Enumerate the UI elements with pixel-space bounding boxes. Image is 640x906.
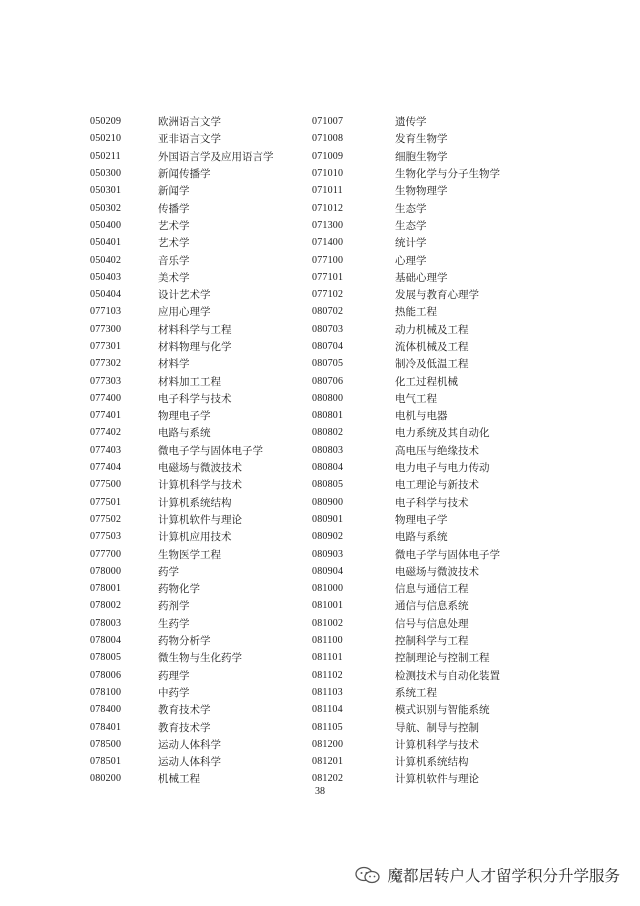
discipline-code: 081100 xyxy=(312,635,343,647)
discipline-name: 电气工程 xyxy=(395,392,437,405)
discipline-code: 077404 xyxy=(90,462,122,474)
discipline-code: 077302 xyxy=(90,358,122,370)
table-row xyxy=(90,251,274,268)
discipline-code: 080802 xyxy=(312,427,344,439)
discipline-name: 传播学 xyxy=(158,202,190,215)
discipline-name: 系统工程 xyxy=(395,686,437,699)
discipline-name: 运动人体科学 xyxy=(158,738,221,751)
discipline-name: 细胞生物学 xyxy=(395,150,448,163)
discipline-name: 生态学 xyxy=(395,202,427,215)
discipline-name: 欧洲语言文学 xyxy=(158,116,221,129)
watermark xyxy=(355,864,620,886)
discipline-code: 050404 xyxy=(90,289,122,301)
table-row xyxy=(90,234,274,251)
discipline-name: 模式识别与智能系统 xyxy=(395,704,490,717)
table-row xyxy=(90,113,274,130)
table-row xyxy=(90,390,274,407)
table-row xyxy=(90,701,274,718)
discipline-code: 077301 xyxy=(90,341,122,352)
table-row xyxy=(312,649,500,666)
table-row xyxy=(312,251,500,268)
table-row xyxy=(90,476,274,493)
discipline-code: 077102 xyxy=(312,289,344,301)
table-row xyxy=(312,355,500,372)
table-row xyxy=(90,424,274,441)
discipline-name: 发展与教育心理学 xyxy=(395,289,479,302)
discipline-name: 计算机系统结构 xyxy=(395,756,469,769)
discipline-name: 电磁场与微波技术 xyxy=(395,565,479,578)
discipline-code: 081102 xyxy=(312,669,343,681)
table-row xyxy=(90,667,274,684)
discipline-code: 078005 xyxy=(90,652,122,664)
discipline-code: 071011 xyxy=(312,185,343,197)
table-row xyxy=(90,718,274,735)
table-row xyxy=(312,199,500,216)
discipline-code: 077303 xyxy=(90,375,122,387)
table-row xyxy=(312,476,500,493)
discipline-code: 071300 xyxy=(312,219,344,231)
discipline-code: 080902 xyxy=(312,531,344,543)
discipline-name: 电路与系统 xyxy=(395,531,448,544)
discipline-name: 材料物理与化学 xyxy=(158,341,232,353)
table-row xyxy=(312,528,500,545)
discipline-code: 071010 xyxy=(312,168,344,180)
discipline-code: 080903 xyxy=(312,548,344,560)
table-row xyxy=(312,511,500,528)
discipline-name: 检测技术与自动化装置 xyxy=(395,669,500,682)
table-row xyxy=(312,545,500,562)
discipline-name: 机械工程 xyxy=(158,773,200,786)
discipline-name: 材料加工工程 xyxy=(158,375,221,388)
table-row xyxy=(90,597,274,614)
table-row xyxy=(312,597,500,614)
discipline-name: 高电压与绝缘技术 xyxy=(395,444,479,457)
table-row xyxy=(312,580,500,597)
discipline-code: 071007 xyxy=(312,116,344,128)
discipline-name: 中药学 xyxy=(158,686,190,699)
discipline-code: 078006 xyxy=(90,669,122,681)
table-row xyxy=(312,130,500,147)
discipline-code: 077501 xyxy=(90,496,122,508)
discipline-code: 071009 xyxy=(312,150,344,162)
table-row xyxy=(312,563,500,580)
table-row xyxy=(312,372,500,389)
discipline-name: 电子科学与技术 xyxy=(158,392,232,405)
discipline-name: 材料学 xyxy=(158,358,190,371)
discipline-code: 050211 xyxy=(90,150,121,162)
discipline-name: 音乐学 xyxy=(158,254,190,267)
table-row xyxy=(312,269,500,286)
discipline-code: 081103 xyxy=(312,686,343,698)
discipline-name: 电力电子与电力传动 xyxy=(395,462,490,475)
discipline-code: 078500 xyxy=(90,738,122,750)
table-row xyxy=(312,632,500,649)
discipline-code: 081001 xyxy=(312,600,344,612)
table-row xyxy=(90,494,274,511)
table-row xyxy=(90,321,274,338)
table-row xyxy=(312,303,500,320)
table-row xyxy=(312,494,500,511)
discipline-code: 078401 xyxy=(90,721,122,733)
discipline-code: 080803 xyxy=(312,444,344,456)
discipline-code: 081104 xyxy=(312,704,343,716)
discipline-name: 物理电子学 xyxy=(395,513,448,526)
discipline-code: 081002 xyxy=(312,617,344,629)
table-row xyxy=(90,199,274,216)
discipline-code: 077503 xyxy=(90,531,122,543)
discipline-code: 050400 xyxy=(90,219,122,231)
wechat-icon xyxy=(355,866,381,884)
discipline-code: 077101 xyxy=(312,271,344,283)
discipline-name: 药理学 xyxy=(158,669,190,682)
discipline-code: 077700 xyxy=(90,548,122,560)
discipline-name: 心理学 xyxy=(395,254,427,267)
table-row xyxy=(312,736,500,753)
discipline-code: 080804 xyxy=(312,462,344,474)
table-row xyxy=(90,615,274,632)
table-row xyxy=(90,632,274,649)
table-row xyxy=(312,718,500,735)
discipline-code: 080805 xyxy=(312,479,344,491)
discipline-code: 080704 xyxy=(312,341,344,352)
table-row xyxy=(312,442,500,459)
table-row xyxy=(90,338,274,355)
discipline-name: 计算机软件与理论 xyxy=(158,513,242,526)
table-row xyxy=(90,407,274,424)
table-row xyxy=(312,148,500,165)
discipline-code: 050402 xyxy=(90,254,122,266)
discipline-code: 050209 xyxy=(90,116,122,128)
discipline-code: 077502 xyxy=(90,513,122,525)
discipline-name: 电力系统及其自动化 xyxy=(395,427,490,440)
table-row xyxy=(312,667,500,684)
discipline-name: 生药学 xyxy=(158,617,190,630)
discipline-code: 081105 xyxy=(312,721,343,733)
discipline-code: 080800 xyxy=(312,392,344,404)
discipline-code: 078003 xyxy=(90,617,122,629)
discipline-name: 计算机应用技术 xyxy=(158,531,232,544)
discipline-name: 流体机械及工程 xyxy=(395,341,469,353)
table-row xyxy=(312,424,500,441)
table-row xyxy=(90,770,274,787)
right-column xyxy=(312,113,500,788)
discipline-code: 081200 xyxy=(312,738,344,750)
table-row xyxy=(90,736,274,753)
table-row xyxy=(312,770,500,787)
table-row xyxy=(90,165,274,182)
discipline-name: 计算机科学与技术 xyxy=(395,738,479,751)
discipline-name: 应用心理学 xyxy=(158,306,211,319)
discipline-code: 081201 xyxy=(312,756,344,768)
discipline-code: 071400 xyxy=(312,237,344,249)
discipline-code: 050302 xyxy=(90,202,122,214)
discipline-code: 050401 xyxy=(90,237,122,249)
table-row xyxy=(312,338,500,355)
discipline-code: 077403 xyxy=(90,444,122,456)
table-row xyxy=(90,355,274,372)
discipline-code: 078000 xyxy=(90,565,122,577)
discipline-code: 080703 xyxy=(312,323,344,335)
discipline-code: 078001 xyxy=(90,583,122,595)
discipline-code: 080706 xyxy=(312,375,344,387)
discipline-name: 动力机械及工程 xyxy=(395,323,469,336)
discipline-code: 078004 xyxy=(90,635,122,647)
discipline-code: 080900 xyxy=(312,496,344,508)
discipline-name: 药剂学 xyxy=(158,600,190,613)
table-row xyxy=(90,545,274,562)
table-row xyxy=(90,269,274,286)
table-row xyxy=(312,684,500,701)
discipline-name: 生物化学与分子生物学 xyxy=(395,168,500,181)
discipline-name: 设计艺术学 xyxy=(158,289,211,302)
left-column xyxy=(90,113,274,788)
discipline-name: 药物分析学 xyxy=(158,635,211,648)
discipline-code: 071012 xyxy=(312,202,344,214)
table-row xyxy=(90,217,274,234)
page-number: 38 xyxy=(315,786,325,797)
discipline-code: 080901 xyxy=(312,513,344,525)
discipline-code: 077500 xyxy=(90,479,122,491)
discipline-name: 通信与信息系统 xyxy=(395,600,469,613)
table-row xyxy=(90,459,274,476)
discipline-name: 教育技术学 xyxy=(158,704,211,717)
discipline-name: 热能工程 xyxy=(395,306,437,319)
discipline-code: 050210 xyxy=(90,133,122,145)
discipline-name: 基础心理学 xyxy=(395,271,448,284)
table-row xyxy=(312,753,500,770)
table-row xyxy=(312,701,500,718)
discipline-name: 亚非语言文学 xyxy=(158,133,221,146)
discipline-code: 078002 xyxy=(90,600,122,612)
discipline-name: 生物医学工程 xyxy=(158,548,221,561)
discipline-code: 050403 xyxy=(90,271,122,283)
discipline-name: 导航、制导与控制 xyxy=(395,721,479,734)
discipline-name: 生态学 xyxy=(395,219,427,232)
table-row xyxy=(90,182,274,199)
table-row xyxy=(90,528,274,545)
table-row xyxy=(90,753,274,770)
table-row xyxy=(90,442,274,459)
table-row xyxy=(90,684,274,701)
table-row xyxy=(90,130,274,147)
discipline-name: 药学 xyxy=(158,565,179,578)
discipline-name: 微生物与生化药学 xyxy=(158,652,242,665)
discipline-code: 081101 xyxy=(312,652,343,664)
discipline-name: 统计学 xyxy=(395,237,427,250)
discipline-code: 077103 xyxy=(90,306,122,318)
table-row xyxy=(90,303,274,320)
table-row xyxy=(312,234,500,251)
discipline-name: 新闻学 xyxy=(158,185,190,198)
discipline-code: 077402 xyxy=(90,427,122,439)
discipline-name: 物理电子学 xyxy=(158,410,211,423)
watermark-text: 魔都居转户人才留学积分升学服务 xyxy=(387,867,620,885)
table-row xyxy=(312,113,500,130)
discipline-code: 080200 xyxy=(90,773,122,785)
table-row xyxy=(312,407,500,424)
table-row xyxy=(90,649,274,666)
discipline-name: 新闻传播学 xyxy=(158,168,211,181)
discipline-code: 050300 xyxy=(90,168,122,180)
discipline-name: 教育技术学 xyxy=(158,721,211,734)
discipline-name: 控制科学与工程 xyxy=(395,635,469,648)
discipline-name: 艺术学 xyxy=(158,219,190,232)
table-row xyxy=(312,182,500,199)
discipline-code: 077300 xyxy=(90,323,122,335)
discipline-code: 078501 xyxy=(90,756,122,768)
discipline-name: 电磁场与微波技术 xyxy=(158,462,242,475)
discipline-name: 运动人体科学 xyxy=(158,756,221,769)
table-row xyxy=(90,563,274,580)
discipline-code: 080801 xyxy=(312,410,344,422)
discipline-code: 080702 xyxy=(312,306,344,318)
table-row xyxy=(312,615,500,632)
discipline-name: 电工理论与新技术 xyxy=(395,479,479,492)
table-row xyxy=(312,390,500,407)
discipline-code: 081000 xyxy=(312,583,344,595)
discipline-code: 050301 xyxy=(90,185,122,197)
discipline-code: 077100 xyxy=(312,254,344,266)
discipline-name: 艺术学 xyxy=(158,237,190,250)
table-row xyxy=(312,165,500,182)
discipline-name: 计算机科学与技术 xyxy=(158,479,242,492)
discipline-name: 遗传学 xyxy=(395,116,427,129)
discipline-name: 信号与信息处理 xyxy=(395,617,469,630)
discipline-name: 信息与通信工程 xyxy=(395,583,469,596)
table-row xyxy=(312,217,500,234)
table-row xyxy=(90,372,274,389)
discipline-name: 微电子学与固体电子学 xyxy=(395,548,500,561)
discipline-name: 药物化学 xyxy=(158,583,200,596)
discipline-code: 080705 xyxy=(312,358,344,370)
discipline-name: 化工过程机械 xyxy=(395,375,458,388)
table-row xyxy=(90,286,274,303)
discipline-code: 078400 xyxy=(90,704,122,716)
discipline-code: 071008 xyxy=(312,133,344,145)
discipline-code: 077400 xyxy=(90,392,122,404)
discipline-code: 078100 xyxy=(90,686,122,698)
discipline-code: 081202 xyxy=(312,773,344,785)
discipline-name: 电子科学与技术 xyxy=(395,496,469,509)
discipline-name: 制冷及低温工程 xyxy=(395,358,469,371)
discipline-name: 电路与系统 xyxy=(158,427,211,440)
discipline-name: 电机与电器 xyxy=(395,410,448,423)
discipline-name: 计算机软件与理论 xyxy=(395,773,479,786)
discipline-name: 计算机系统结构 xyxy=(158,496,232,509)
discipline-name: 美术学 xyxy=(158,271,190,284)
discipline-name: 控制理论与控制工程 xyxy=(395,652,490,665)
table-row xyxy=(90,148,274,165)
table-row xyxy=(90,511,274,528)
table-row xyxy=(312,321,500,338)
table-row xyxy=(312,459,500,476)
discipline-name: 生物物理学 xyxy=(395,185,448,198)
discipline-name: 微电子学与固体电子学 xyxy=(158,444,263,457)
discipline-name: 外国语言学及应用语言学 xyxy=(158,150,274,163)
discipline-code: 080904 xyxy=(312,565,344,577)
discipline-code: 077401 xyxy=(90,410,122,422)
table-row xyxy=(90,580,274,597)
table-row xyxy=(312,286,500,303)
discipline-name: 发育生物学 xyxy=(395,133,448,146)
discipline-name: 材料科学与工程 xyxy=(158,323,232,336)
